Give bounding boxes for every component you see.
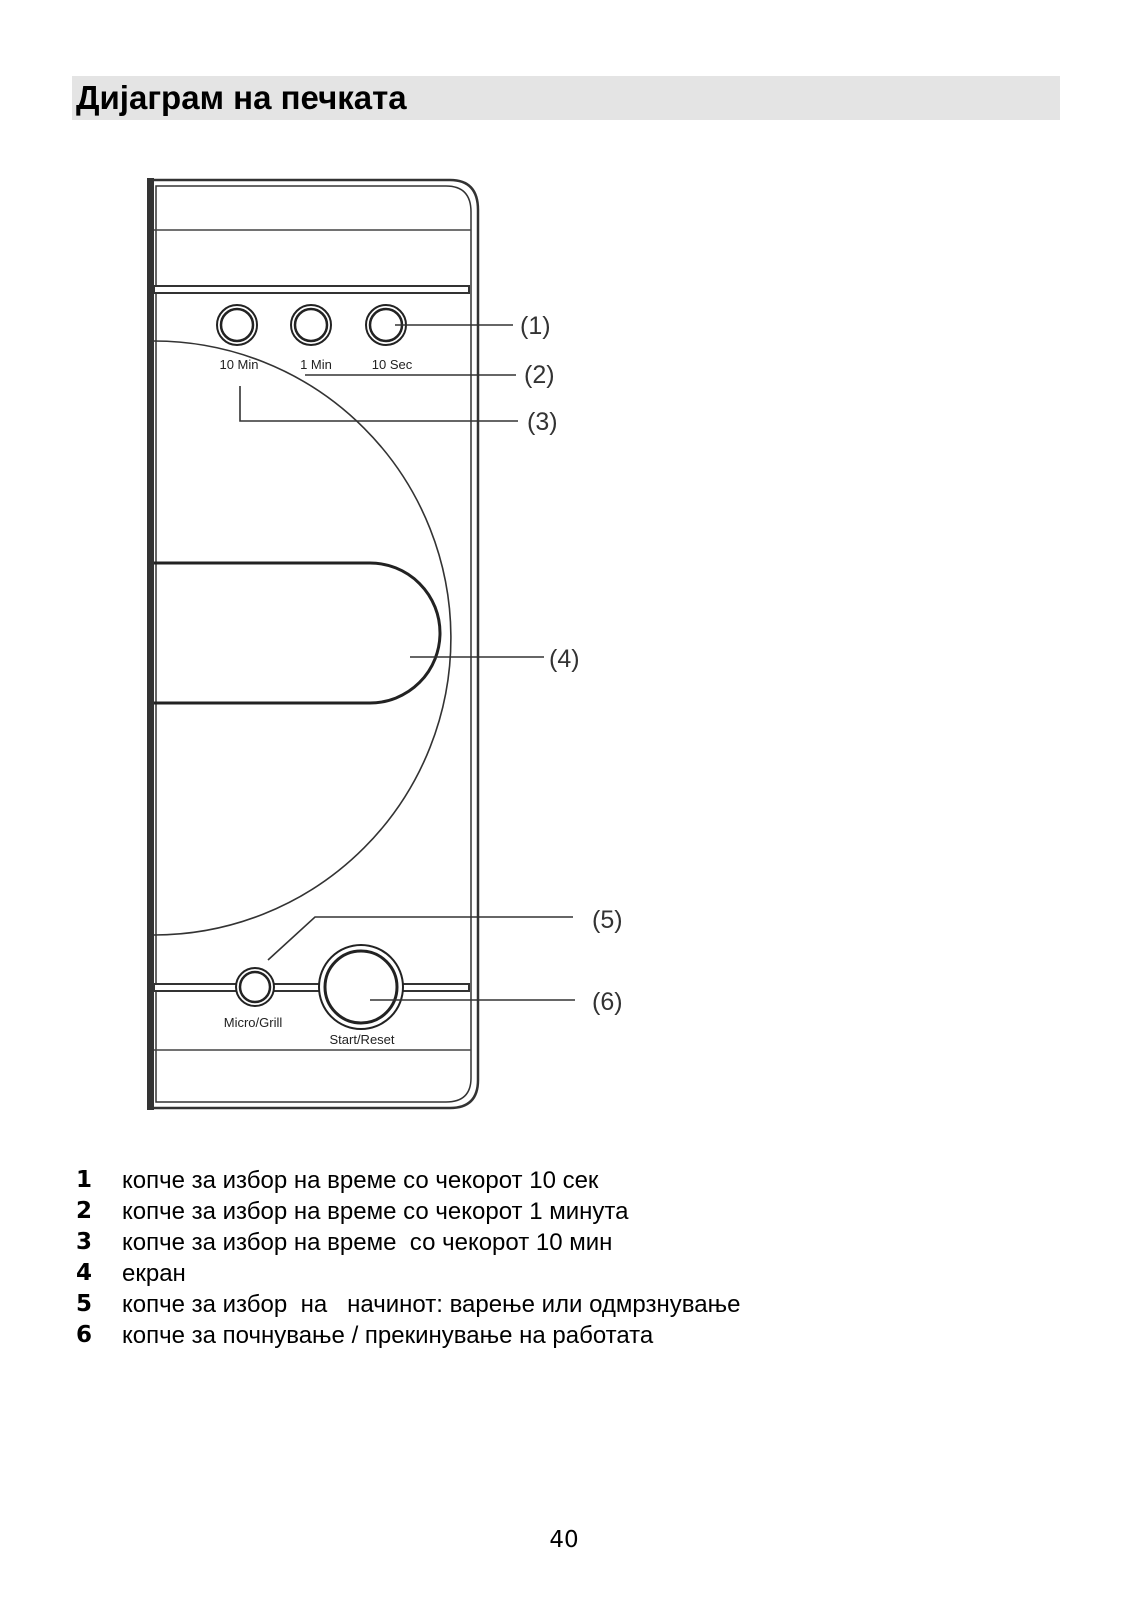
page-number: 40 (549, 1527, 579, 1553)
callout-2: (2) (524, 361, 555, 389)
legend-item (76, 1196, 976, 1227)
display-window (154, 563, 440, 703)
callout-3: (3) (527, 408, 558, 436)
legend-text: копче за избор на време со чекорот 10 сек (122, 1167, 599, 1194)
legend-item (76, 1320, 976, 1351)
dial-arc (154, 341, 451, 935)
legend-text: копче за избор на време со чекорот 1 минута (122, 1198, 629, 1225)
legend-text: копче за избор на време со чекорот 10 мин (122, 1229, 613, 1256)
ten-min-button[interactable] (217, 305, 257, 345)
legend-number: 1 (76, 1167, 93, 1193)
callout-5: (5) (592, 906, 623, 934)
bottom-strip (154, 984, 469, 991)
legend-item (76, 1165, 976, 1196)
one-min-button[interactable] (291, 305, 331, 345)
callout-1: (1) (520, 312, 551, 340)
legend-number: 3 (76, 1229, 93, 1255)
page-title: Дијаграм на печката (76, 79, 407, 116)
legend-number: 2 (76, 1198, 93, 1224)
ten-min-label: 10 Min (219, 357, 259, 372)
legend-number: 5 (76, 1291, 93, 1317)
leader-lines (240, 325, 575, 1000)
panel-left-edge (147, 178, 154, 1110)
callout-6: (6) (592, 988, 623, 1016)
legend-number: 4 (76, 1260, 93, 1286)
top-strip (154, 286, 469, 293)
micro-grill-button[interactable] (236, 968, 274, 1006)
legend-text: копче за почнување / прекинување на работата (122, 1322, 654, 1349)
callout-4: (4) (549, 645, 580, 673)
legend-text: копче за избор на начинот: варење или одмрзнување (122, 1291, 741, 1318)
legend-text: екран (122, 1260, 186, 1287)
one-min-label: 1 Min (300, 357, 332, 372)
legend-number: 6 (76, 1322, 93, 1348)
legend-item (76, 1289, 976, 1320)
legend-item (76, 1227, 976, 1258)
legend-list (76, 1165, 976, 1351)
micro-grill-label: Micro/Grill (223, 1015, 283, 1030)
ten-sec-label: 10 Sec (371, 357, 413, 372)
start-reset-button[interactable] (319, 945, 403, 1029)
legend-item (76, 1258, 976, 1289)
start-reset-label: Start/Reset (329, 1032, 395, 1047)
